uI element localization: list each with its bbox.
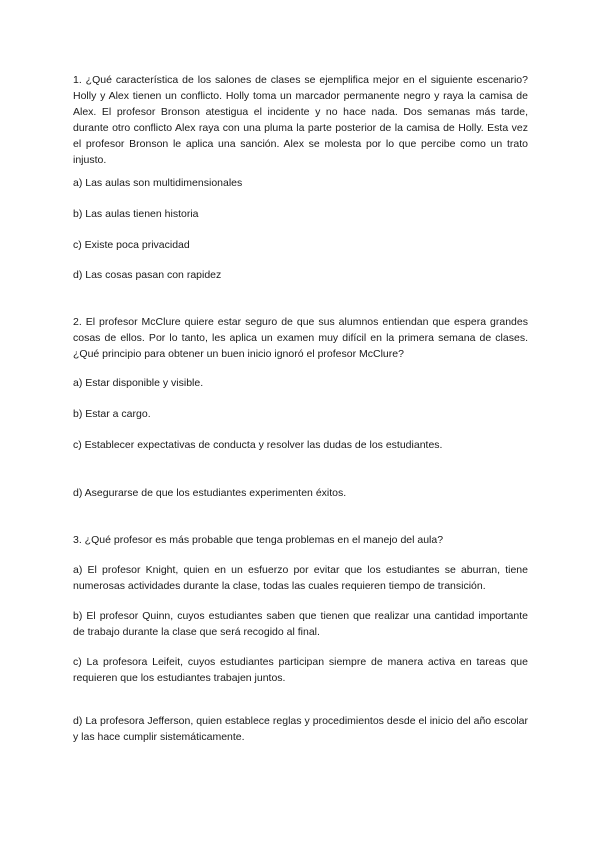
question-2-text: 2. El profesor McClure quiere estar seguro de que sus alumnos entiendan que espera grandes cosas de ellos. Por lo tanto, les aplica un examen muy difícil en la primera semana de clases. ¿Qué principio para obtener un buen inicio ignoró el profesor McClure? [73,316,528,360]
question-2-option-b: b) Estar a cargo. [73,408,151,420]
question-2-option-c: c) Establecer expectativas de conducta y resolver las dudas de los estudiantes. [73,439,443,451]
question-1-option-a: a) Las aulas son multidimensionales [73,177,243,189]
question-3-text: 3. ¿Qué profesor es más probable que tenga problemas en el manejo del aula? [73,534,444,546]
question-1-option-b: b) Las aulas tienen historia [73,208,199,220]
question-3-option-c: c) La profesora Leifeit, cuyos estudiantes participan siempre de manera activa en tareas que requieren que los estudiantes trabajen juntos. [73,656,528,684]
question-3-option-d: d) La profesora Jefferson, quien establece reglas y procedimientos desde el inicio del año escolar y las hace cumplir sistemáticamente. [73,715,528,743]
question-2-option-d: d) Asegurarse de que los estudiantes experimenten éxitos. [73,487,347,499]
question-1-text: 1. ¿Qué característica de los salones de clases se ejemplifica mejor en el siguiente escenario? Holly y Alex tienen un conflicto. Holly toma un marcador permanente negro y raya la camisa de Alex. El profesor Bronson atestigua el incidente y no hace nada. Dos semanas más tarde, durante otro conflicto Alex raya con una pluma la parte posterior de la camisa de Holly. Esta vez el profesor Bronson le aplica una sanción. Alex se molesta por lo que percibe como un trato injusto. [73,74,528,166]
question-3-option-a: a) El profesor Knight, quien en un esfuerzo por evitar que los estudiantes se aburran, tiene numerosas actividades durante la clase, todas las cuales requieren tiempo de transición. [73,564,528,592]
question-1-option-c: c) Existe poca privacidad [73,239,190,251]
question-1-option-d: d) Las cosas pasan con rapidez [73,269,222,281]
question-2-option-a: a) Estar disponible y visible. [73,377,204,389]
question-3-option-b: b) El profesor Quinn, cuyos estudiantes saben que tienen que realizar una cantidad importante de trabajo durante la clase que será recogido al final. [73,610,528,638]
